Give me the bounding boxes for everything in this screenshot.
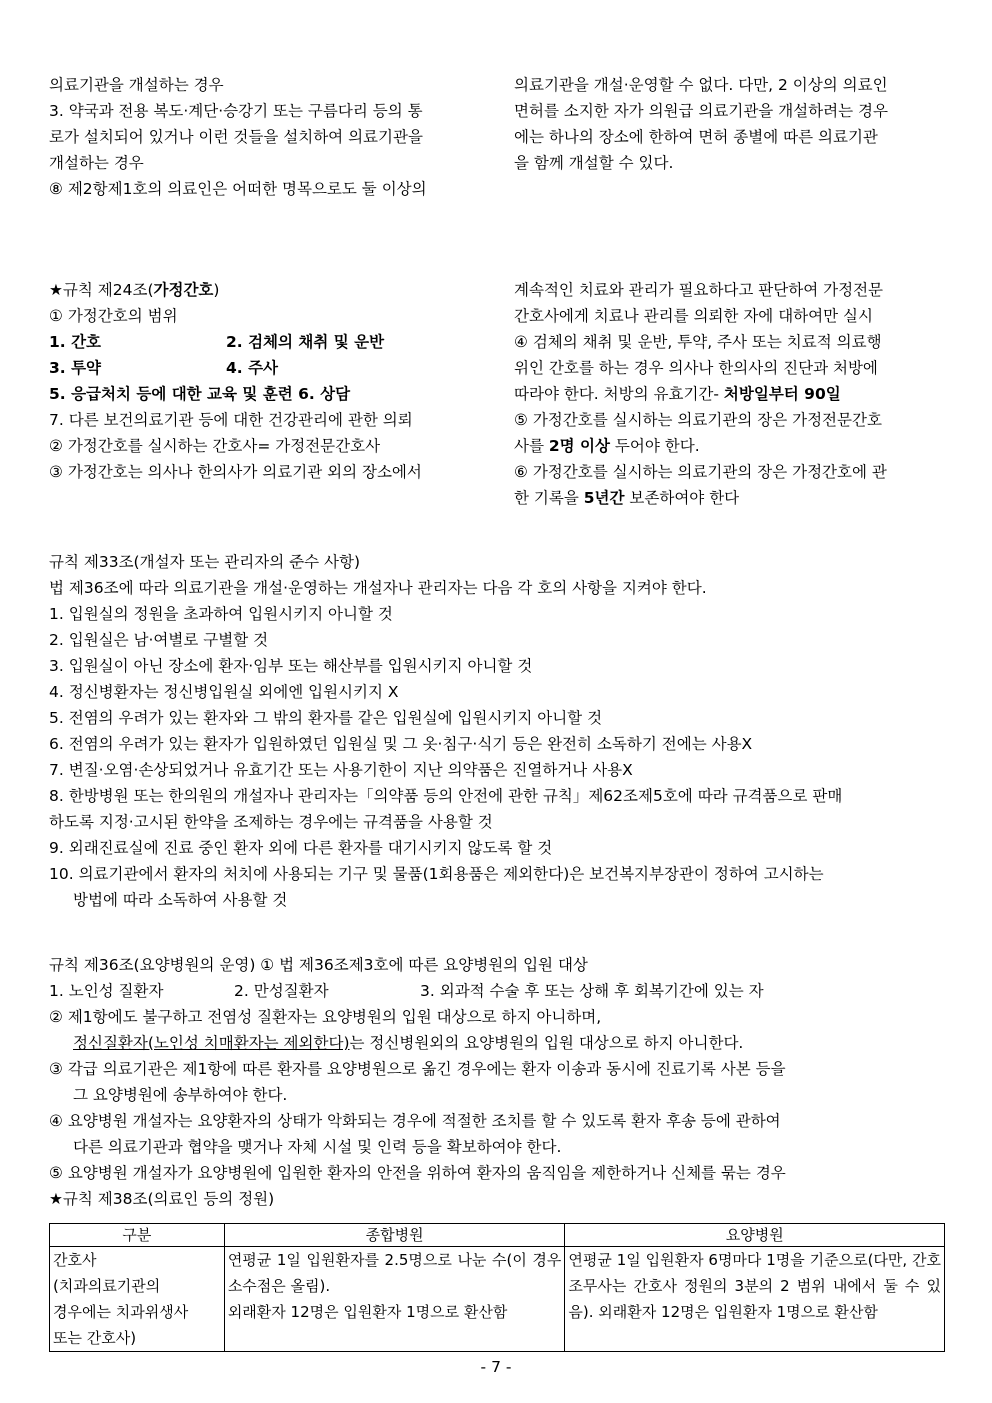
text-line: 로가 설치되어 있거나 이런 것들을 설치하여 의료기관을	[49, 128, 423, 146]
list-item: 6. 전염의 우려가 있는 환자가 입원하였던 입원실 및 그 옷·침구·식기 등은 완전히 소독하기 전에는 사용X	[49, 735, 753, 753]
art36-paragraph-5: ⑤ 요양병원 개설자가 요양병원에 입원한 환자의 안전을 위하여 환자의 움직임을 제한하거나 신체를 묶는 경우	[49, 1164, 786, 1182]
art36-categories: 1. 노인성 질환자 2. 만성질환자 3. 외과적 수술 후 또는 상해 후 회복기간에 있는 자	[49, 982, 764, 1000]
art24-scope: ① 가정간호의 범위	[49, 307, 178, 325]
table-cell-general: 연평균 1일 입원환자를 2.5명으로 나눈 수(이 경우 소수점은 올림). 외래환자 12명은 입원환자 1명으로 환산함	[224, 1247, 565, 1352]
table-cell-nursing: 연평균 1일 입원환자 6명마다 1명을 기준으로(다만, 간호조무사는 간호사 정원의 3분의 2 범위 내에서 둘 수 있음). 외래환자 12명은 입원환자 1명으로 환산함	[565, 1247, 945, 1352]
table-header-row	[50, 1224, 945, 1247]
list-item: 10. 의료기관에서 환자의 처치에 사용되는 기구 및 물품(1회용품은 제외한다)은 보건복지부장관이 정하여 고시하는	[49, 865, 824, 883]
art24-items-row: 1. 간호 2. 검체의 채취 및 운반	[49, 333, 385, 351]
text-line: 간호사에게 치료나 관리를 의뢰한 자에 대하여만 실시	[514, 307, 873, 325]
text-line: 의료기관을 개설·운영할 수 없다. 다만, 2 이상의 의료인	[514, 76, 888, 94]
list-item: 9. 외래진료실에 진료 중인 환자 외에 다른 환자를 대기시키지 않도록 할 것	[49, 839, 553, 857]
art36-paragraph-2-cont: 정신질환자(노인성 치매환자는 제외한다)는 정신병원외의 요양병원의 입원 대상으로 하지 아니한다.	[73, 1034, 744, 1052]
list-item: 8. 한방병원 또는 한의원의 개설자나 관리자는「의약품 등의 안전에 관한 규칙」제62조제5호에 따라 규격품으로 판매	[49, 787, 843, 805]
text-line: ⑤ 가정간호를 실시하는 의료기관의 장은 가정전문간호	[514, 411, 882, 429]
art36-paragraph-4-cont: 다른 의료기관과 협약을 맺거나 자체 시설 및 인력 등을 확보하여야 한다.	[73, 1138, 562, 1156]
staffing-table	[49, 1223, 945, 1352]
text-line: 면허를 소지한 자가 의원급 의료기관을 개설하려는 경우	[514, 102, 888, 120]
list-item: 3. 입원실이 아닌 장소에 환자·임부 또는 해산부를 입원시키지 아니할 것	[49, 657, 533, 675]
art38-title: ★규칙 제38조(의료인 등의 정원)	[49, 1190, 275, 1208]
text-line: 한 기록을 5년간 보존하여야 한다	[514, 489, 740, 507]
list-item: 5. 전염의 우려가 있는 환자와 그 밖의 환자를 같은 입원실에 입원시키지 아니할 것	[49, 709, 603, 727]
art24-items-row: 5. 응급처치 등에 대한 교육 및 훈련 6. 상담	[49, 385, 351, 403]
art36-paragraph-4: ④ 요양병원 개설자는 요양환자의 상태가 악화되는 경우에 적절한 조치를 할 수 있도록 환자 후송 등에 관하여	[49, 1112, 781, 1130]
list-item-continuation: 방법에 따라 소독하여 사용할 것	[73, 891, 288, 909]
table-header: 종합병원	[224, 1224, 565, 1247]
top-left-column	[49, 72, 481, 202]
list-item: 2. 입원실은 남·여별로 구별할 것	[49, 631, 269, 649]
art24-paragraph-3: ③ 가정간호는 의사나 한의사가 의료기관 외의 장소에서	[49, 463, 422, 481]
text-line: 의료기관을 개설하는 경우	[49, 76, 224, 94]
top-right-column	[514, 72, 946, 176]
art24-item7: 7. 다른 보건의료기관 등에 대한 건강관리에 관한 의뢰	[49, 411, 413, 429]
art24-paragraph-2: ② 가정간호를 실시하는 간호사= 가정전문간호사	[49, 437, 381, 455]
text-line: 사를 2명 이상 두어야 한다.	[514, 437, 700, 455]
text-line: 을 함께 개설할 수 있다.	[514, 154, 674, 172]
art24-right-column	[514, 277, 946, 511]
art24-title: ★규칙 제24조(가정간호)	[49, 281, 220, 299]
page-number: - 7 -	[480, 1358, 512, 1376]
text-line: ④ 검체의 채취 및 운반, 투약, 주사 또는 치료적 의료행	[514, 333, 882, 351]
art33-title: 규칙 제33조(개설자 또는 관리자의 준수 사항)	[49, 553, 360, 571]
list-item: 4. 정신병환자는 정신병입원실 외에엔 입원시키지 X	[49, 683, 399, 701]
text-line: 계속적인 치료와 관리가 필요하다고 판단하여 가정전문	[514, 281, 884, 299]
table-cell-category: 간호사 (치과의료기관의 경우에는 치과위생사 또는 간호사)	[50, 1247, 225, 1352]
text-line: ⑧ 제2항제1호의 의료인은 어떠한 명목으로도 둘 이상의	[49, 180, 427, 198]
art36-paragraph-3-cont: 그 요양병원에 송부하여야 한다.	[73, 1086, 288, 1104]
list-item: 하도록 지정·고시된 한약을 조제하는 경우에는 규격품을 사용할 것	[49, 813, 493, 831]
art36-paragraph-2: ② 제1항에도 불구하고 전염성 질환자는 요양병원의 입원 대상으로 하지 아니하며,	[49, 1008, 602, 1026]
text-line: 따라야 한다. 처방의 유효기간- 처방일부터 90일	[514, 385, 841, 403]
text-line: 3. 약국과 전용 복도·계단·승강기 또는 구름다리 등의 통	[49, 102, 423, 120]
art33-intro: 법 제36조에 따라 의료기관을 개설·운영하는 개설자나 관리자는 다음 각 호의 사항을 지켜야 한다.	[49, 579, 707, 597]
table-row	[50, 1247, 945, 1352]
art36-title: 규칙 제36조(요양병원의 운영) ① 법 제36조제3호에 따른 요양병원의 입원 대상	[49, 956, 588, 974]
list-item: 1. 입원실의 정원을 초과하여 입원시키지 아니할 것	[49, 605, 393, 623]
art36-section	[49, 952, 949, 1212]
table-header: 요양병원	[565, 1224, 945, 1247]
text-line: 개설하는 경우	[49, 154, 144, 172]
list-item: 7. 변질·오염·손상되었거나 유효기간 또는 사용기한이 지난 의약품은 진열하거나 사용X	[49, 761, 633, 779]
text-line: 위인 간호를 하는 경우 의사나 한의사의 진단과 처방에	[514, 359, 878, 377]
art24-left-column	[49, 277, 489, 485]
text-line: ⑥ 가정간호를 실시하는 의료기관의 장은 가정간호에 관	[514, 463, 887, 481]
text-line: 에는 하나의 장소에 한하여 면허 종별에 따른 의료기관	[514, 128, 878, 146]
art24-items-row: 3. 투약 4. 주사	[49, 359, 279, 377]
art36-paragraph-3: ③ 각급 의료기관은 제1항에 따른 환자를 요양병원으로 옮긴 경우에는 환자 이송과 동시에 진료기록 사본 등을	[49, 1060, 786, 1078]
art33-section	[49, 549, 949, 913]
table-header: 구분	[50, 1224, 225, 1247]
